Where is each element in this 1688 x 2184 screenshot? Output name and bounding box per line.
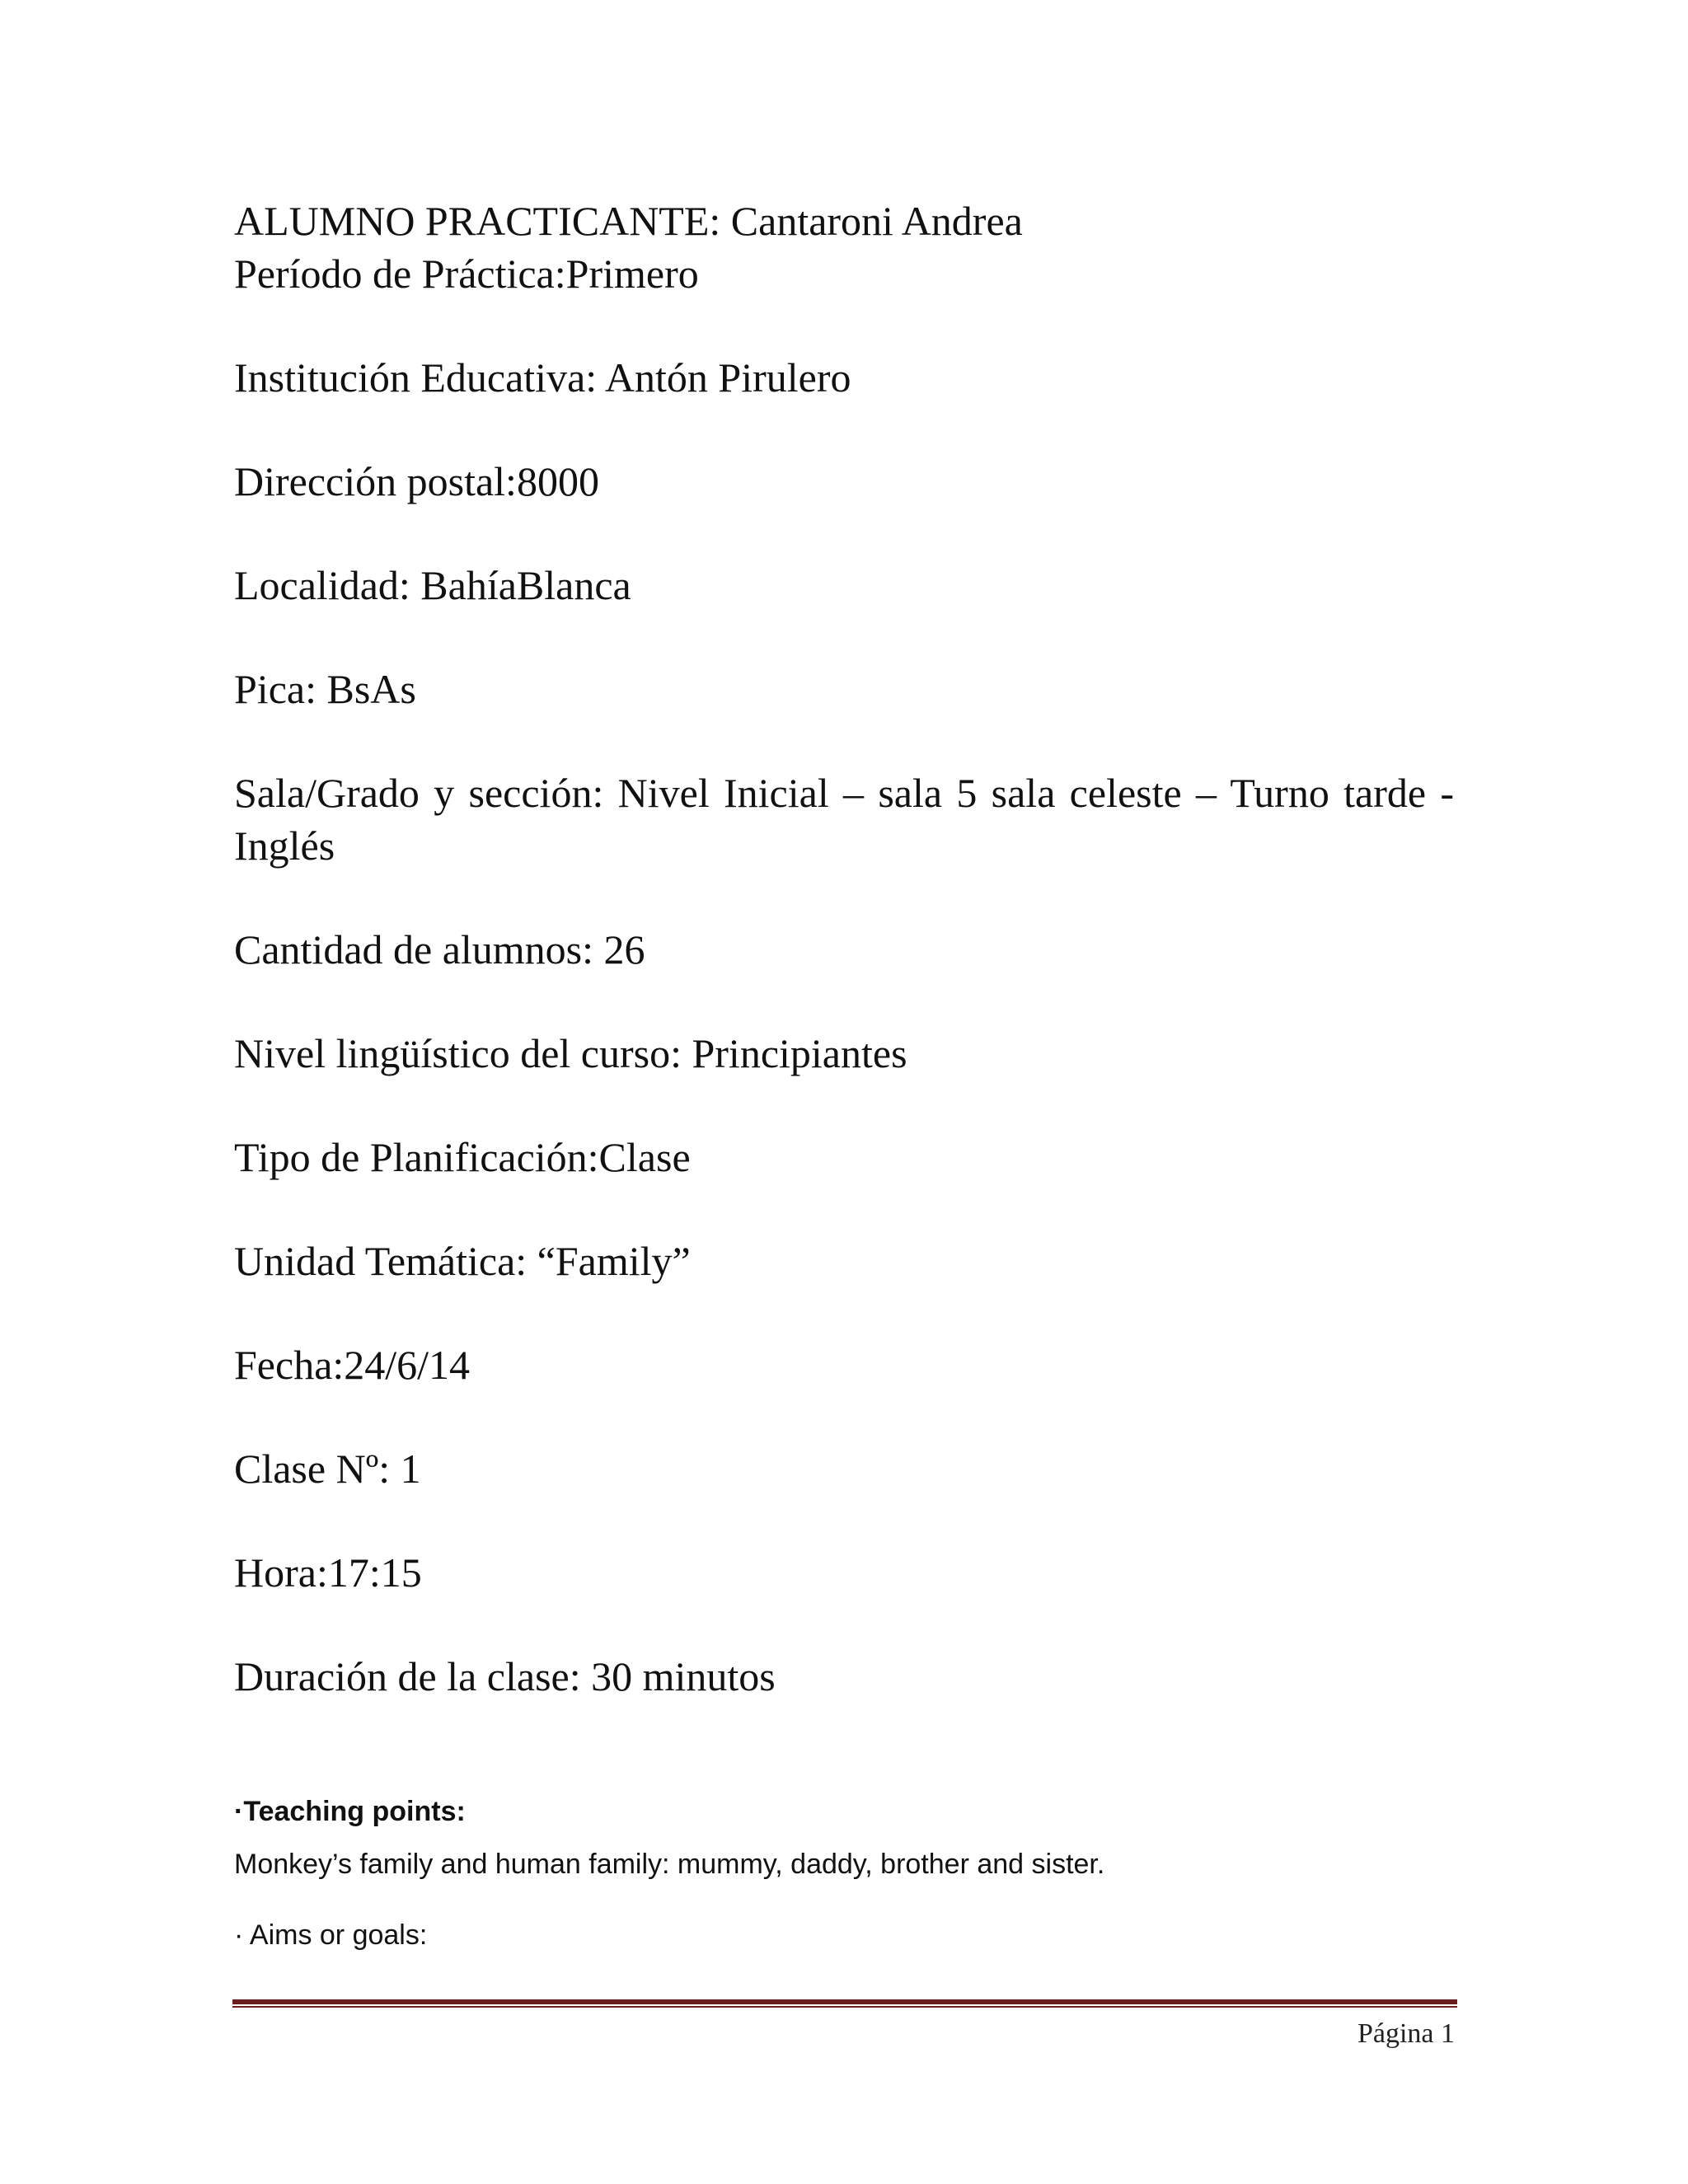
postal-address-line: Dirección postal:8000 [234,458,599,504]
class-number-line: Clase Nº: 1 [234,1446,421,1492]
student-teacher-line: ALUMNO PRACTICANTE: Cantaroni Andrea [234,198,1023,244]
aims-heading: · Aims or goals: [234,1919,428,1951]
class-duration-line: Duración de la clase: 30 minutos [234,1653,776,1699]
footer-divider [232,1999,1457,2008]
footer-divider-thin [232,2006,1457,2008]
page-number: Página 1 [1357,2018,1455,2049]
locality-line: Localidad: BahíaBlanca [234,562,631,608]
teaching-points-text: Monkey’s family and human family: mummy, daddy, brother and sister. [234,1849,1105,1880]
language-level-line: Nivel lingüístico del curso: Principiantes [234,1030,907,1076]
teaching-points-heading: ·Teaching points: [234,1796,466,1827]
thematic-unit-line: Unidad Temática: “Family” [234,1238,691,1284]
institution-line: Institución Educativa: Antón Pirulero [234,354,851,401]
province-line: Pica: BsAs [234,666,416,712]
date-line: Fecha:24/6/14 [234,1342,471,1388]
footer-divider-thick [232,1999,1457,2004]
student-count-line: Cantidad de alumnos: 26 [234,926,645,972]
practice-period-line: Período de Práctica:Primero [234,251,699,297]
planning-type-line: Tipo de Planificación:Clase [234,1134,691,1180]
time-line: Hora:17:15 [234,1549,422,1596]
grade-section-line: Sala/Grado y sección: Nivel Inicial – sala 5 sala celeste – Turno tarde - Inglés [234,770,1454,869]
